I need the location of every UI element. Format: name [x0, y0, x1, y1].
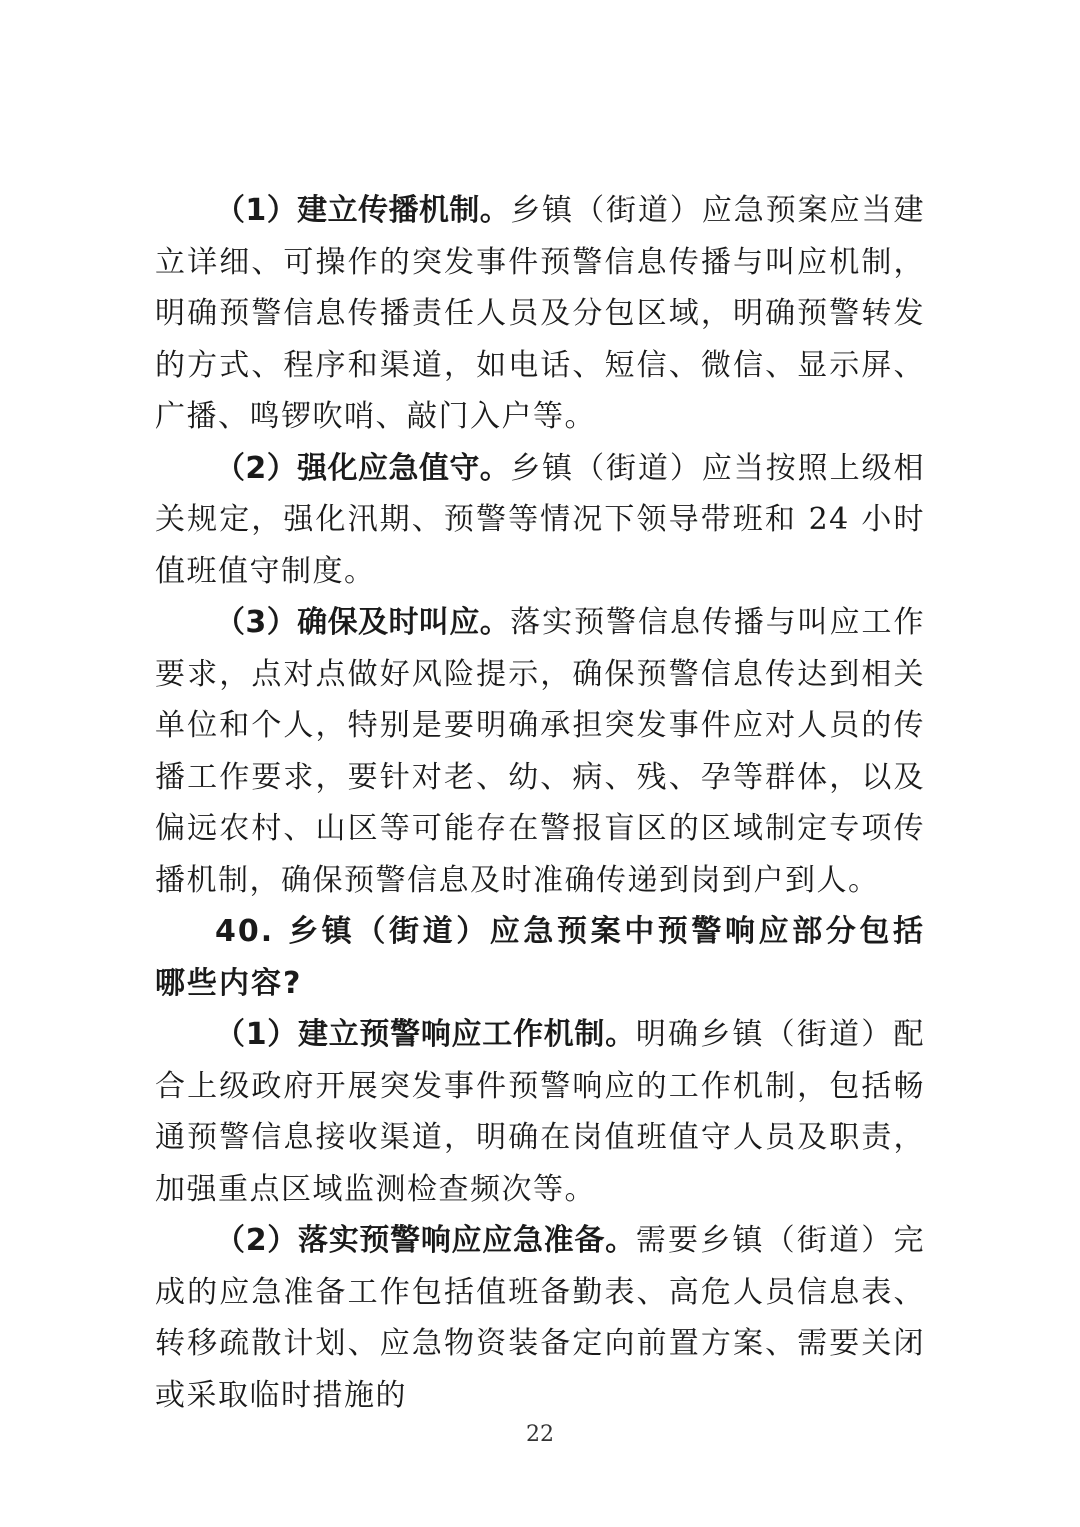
paragraph-emergency-preparation — [155, 1215, 925, 1421]
paragraph-text: 明确乡镇（街道）配合上级政府开展突发事件预警响应的工作机制，包括畅通预警信息接收渠道，明确在岗值班值守人员及职责，加强重点区域监测检查频次等。 — [155, 1017, 926, 1207]
paragraph-text: 乡镇（街道）应急预案应当建立详细、可操作的突发事件预警信息传播与叫应机制，明确预警信息传播责任人员及分包区域，明确预警转发的方式、程序和渠道，如电话、短信、微信、显示屏、广播、鸣锣吹哨、敲门入户等。 — [155, 193, 925, 434]
paragraph-warning-response-mechanism — [155, 1009, 925, 1215]
paragraph-lead: （1）建立传播机制。 — [215, 193, 511, 228]
paragraph-text: 落实预警信息传播与叫应工作要求，点对点做好风险提示，确保预警信息传达到相关单位和个人，特别是要明确承担突发事件应对人员的传播工作要求，要针对老、幼、病、残、孕等群体，以及偏远农村、山区等可能存在警报盲区的区域制定专项传播机制，确保预警信息及时准确传递到岗到户到人。 — [155, 605, 925, 898]
paragraph-emergency-duty — [155, 443, 925, 598]
page-number: 22 — [526, 1422, 554, 1447]
paragraph-lead: （3）确保及时叫应。 — [215, 605, 511, 640]
paragraph-lead: （1）建立预警响应工作机制。 — [215, 1017, 636, 1052]
paragraph-lead: （2）落实预警响应应急准备。 — [215, 1223, 636, 1258]
paragraph-text: 需要乡镇（街道）完成的应急准备工作包括值班备勤表、高危人员信息表、转移疏散计划、应急物资装备定向前置方案、需要关闭或采取临时措施的 — [155, 1223, 926, 1413]
paragraph-propagation-mechanism — [155, 185, 925, 443]
paragraph-lead: （2）强化应急值守。 — [215, 450, 511, 486]
paragraph-timely-response — [155, 597, 925, 906]
document-body — [155, 185, 925, 1421]
paragraph-text: 乡镇（街道）应当按照上级相关规定，强化汛期、预警等情况下领导带班和 24 小时值班值守制度。 — [155, 450, 925, 589]
question-heading: 40. 乡镇（街道）应急预案中预警响应部分包括哪些内容? — [155, 914, 925, 1001]
